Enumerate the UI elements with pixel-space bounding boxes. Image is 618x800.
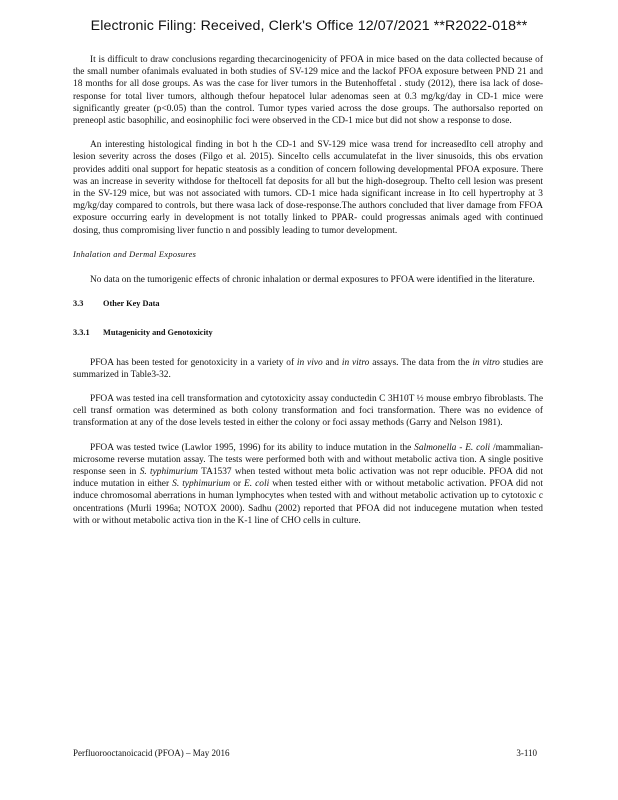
section-heading-3-3-1 [73,327,543,339]
text-run: - [456,442,466,453]
paragraph-cell-transformation: PFOA was tested ina cell transformation and cytotoxicity assay conductedin C 3H10T ½ mouse embryo fibroblasts. The cell transf ormation was determined as both colony transformation and foci transformation. There was no evidence of transformation at any of the dose levels tested in either the colony or foci assay methods (Garry and Nelson 1981). [73,394,543,429]
text-run: or [230,479,245,490]
filing-header: Electronic Filing: Received, Clerk's Office 12/07/2021 **R2022-018** [90,18,528,34]
paragraph-genotoxicity [73,357,543,381]
section-title: Mutagenicity and Genotoxicity [103,328,213,338]
document-body [73,54,543,539]
text-run-italic: in vitro [472,357,500,368]
text-run: and [322,357,342,368]
text-run-italic: S. typhimurium [139,467,198,478]
text-run-italic: in vitro [341,357,370,368]
text-run-italic: Salmonella [414,442,457,453]
text-run-italic: S. typhimurium [172,479,231,490]
section-heading-3-3 [73,298,543,310]
paragraph-carcinogenicity: It is difficult to draw conclusions regarding thecarcinogenicity of PFOA in mice based on the data collected because of the small number ofanimals evaluated in both studies of SV-129 mice and the lackof PFOA exposure between PND 21 and 18 months for all dose groups. As was the case for liver tumors in the Butenhoffetal . study (2012), there isa lack of dose-response for total liver tumors, although thefour hepatocel lular adenomas seen at 0.3 mg/kg/day in CD-1 mice were significantly greater (p<0.05) than the control. Tumor types varied across the dose groups. The authorsalso reported on preneopl astic basophilic, and eosinophilic foci were observed in the CD-1 mice but did not show a response to dose. [73,55,543,127]
page-number: 3-110 [516,748,537,758]
text-run-italic: in vivo [296,357,323,368]
text-run-italic: E. coli [465,442,491,453]
text-run: PFOA was tested twice (Lawlor 1995, 1996) for its ability to induce mutation in the [90,442,415,453]
section-number: 3.3 [73,299,84,309]
text-run: /mammalian-microsome reverse mutation assay. The tests were performed both with and without metabolic activa tion. A single positive response seen in [73,442,544,478]
paragraph-ito-cell: An interesting histological finding in bot h the CD-1 and SV-129 mice wasa trend for increasedIto cell atrophy and lesion severity across the doses (Filgo et al. 2015). SinceIto cells accumulatefat in the liver sinusoids, this obs ervation provides additi onal support for hepatic steatosis as a condition of concern following developmental PFOA exposure. There was an increase in severity withdose for theItocell fat deposits for all but the high-dosegroup. TheIto cell lesion was present in the SV-129 mice, but was not associated with tumors. CD-1 mice hada significant increase in Ito cell hypertrophy at 3 mg/kg/day compared to controls, but there wasa lack of dose-response.The authors concluded that liver damage from FFOA exposure occurring early in development is not totally linked to PPAR- could progressas animals aged with continued dosing, thus compromising liver functio n and possibly leading to tumor development. [73,140,543,236]
text-run-italic: E. coli [244,479,270,490]
text-run: TA1537 when tested without meta bolic activation was not repr oducible. PFOA did not induce mutation in either [73,467,544,490]
page-footer [73,748,537,758]
text-run: when tested either with or without metabolic activation. PFOA did not induce chromosomal aberrations in human lymphocytes when tested with and without metabolic activation up to cytotoxic c oncentrations (Murli 1996a; NOTOX 2000). Sadhu (2002) reported that PFOA did not inducegene mutation when tested with or without metabolic activa tion in the K-1 line of CHO cells in culture. [73,479,543,526]
section-number: 3.3.1 [73,328,90,338]
paragraph-mutation [73,442,543,527]
footer-document-title: Perfluorooctanoicacid (PFOA) – May 2016 [73,748,230,758]
text-run: studies are summarized in Table3-32. [73,357,543,380]
text-run: PFOA has been tested for genotoxicity in a variety of [90,357,297,368]
section-title: Other Key Data [103,299,160,309]
paragraph-inhalation: No data on the tumorigenic effects of chronic inhalation or dermal exposures to PFOA were identified in the literature. [90,275,535,286]
heading-inhalation-dermal: Inhalation and Dermal Exposures [73,249,197,259]
text-run: assays. The data from the [369,357,473,368]
